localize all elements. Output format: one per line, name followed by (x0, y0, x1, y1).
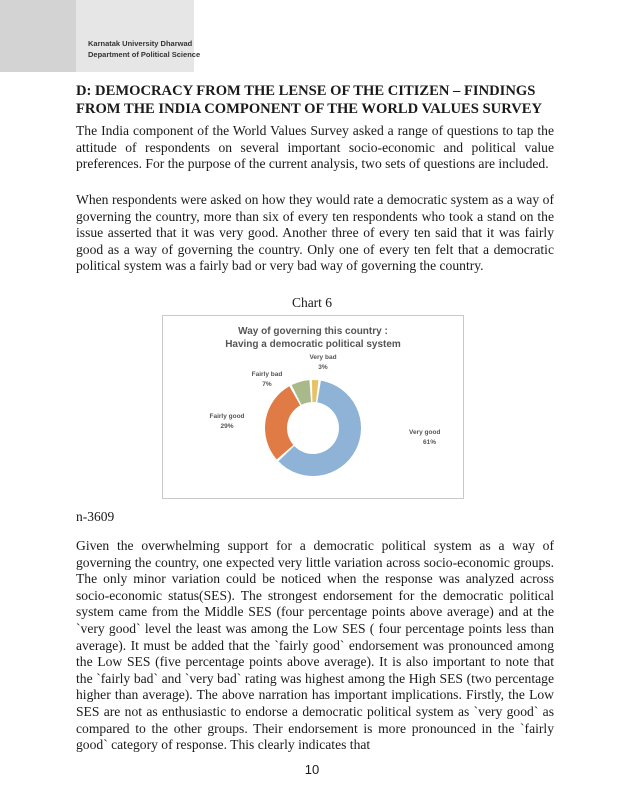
header-department: Department of Political Science (88, 50, 201, 59)
donut-chart (163, 316, 463, 498)
paragraph-1: The India component of the World Values Survey asked a range of questions to tap the attitude of respondents on several important socio-economic and political value preferences. For the purpose of the current analysis, two sets of questions are included. (76, 123, 554, 172)
value-label-fairly-bad: 7% (262, 381, 272, 388)
label-fairly-bad: Fairly bad (251, 371, 283, 378)
slice-very-bad (312, 380, 319, 402)
header-corner-block (0, 0, 76, 72)
paragraph-2: When respondents were asked on how they would rate a democratic system as a way of governing the country, more than six of every ten respondents who took a stand on the issue asserted that it was very good. Another three of every ten said that it was fairly good as a way of governing the country. Only one of every ten felt that a democratic political system was a fairly bad or very bad way of governing the country. (76, 192, 554, 274)
label-very-bad: Very bad (309, 354, 337, 361)
sample-size-note: n-3609 (76, 509, 115, 524)
header-university: Karnatak University Dharwad (88, 39, 193, 48)
chart-6 (162, 315, 464, 499)
header-block (76, 0, 194, 72)
page-number: 10 (304, 762, 320, 777)
chart-title: Way of governing this country : (238, 326, 388, 337)
chart-caption: Chart 6 (291, 295, 333, 310)
paragraph-3: Given the overwhelming support for a democratic political system as a way of governing the country, one expected very little variation across socio-economic groups. The only minor variation could be noticed when the response was analyzed across socio-economic status(SES). The strongest endorsement for the democratic political system came from the Middle SES (four percentage points above average) and at the `very good` level the least was among the Low SES ( four percentage points less than average). It must be added that the `fairly good` endorsement was pronounced among the Low SES (five percentage points above average). It is also important to note that the `fairly bad` and `very bad` rating was highest among the High SES (two percentage higher than average). The above narration has important implications. Firstly, the Low SES are not as enthusiastic to endorse a democratic political system as `very good` as compared to the other groups. Their endorsement is more pronounced in the `fairly good` category of response. This clearly indicates that (76, 538, 554, 753)
heading-line-1: D: DEMOCRACY FROM THE LENSE OF THE CITIZEN – FINDINGS (76, 83, 536, 99)
chart-subtitle: Having a democratic political system (225, 339, 401, 350)
value-label-very-good: 61% (423, 439, 437, 446)
label-fairly-good: Fairly good (209, 413, 245, 420)
value-label-very-bad: 3% (318, 364, 328, 371)
section-heading (76, 82, 556, 118)
label-very-good: Very good (409, 429, 441, 436)
value-label-fairly-good: 29% (220, 423, 234, 430)
heading-line-2: FROM THE INDIA COMPONENT OF THE WORLD VALUES SURVEY (76, 101, 543, 117)
